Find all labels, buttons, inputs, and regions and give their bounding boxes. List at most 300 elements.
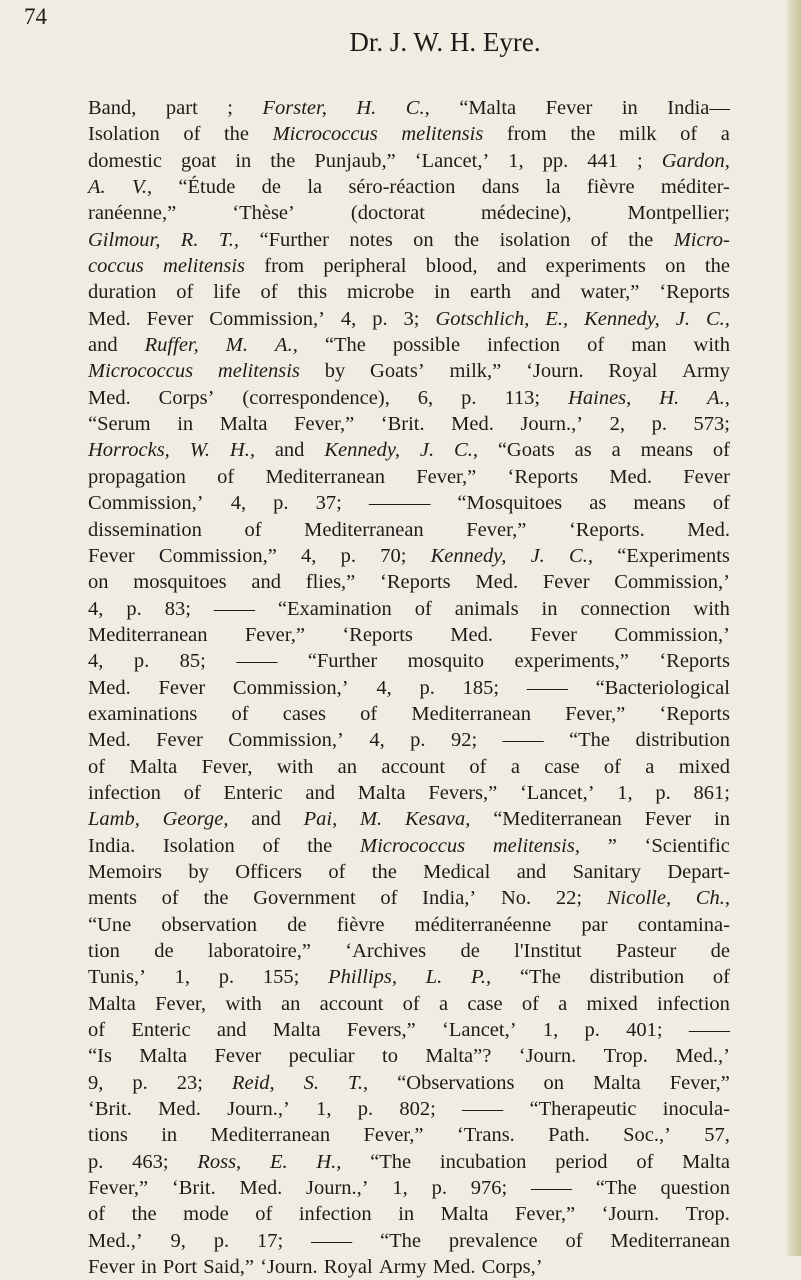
word: ‘Reports: [659, 650, 730, 673]
word: Commission,’: [232, 676, 349, 699]
word: fièvre: [336, 913, 385, 936]
word: 185;: [462, 676, 500, 699]
word: J.: [419, 439, 435, 462]
word: 37;: [315, 492, 342, 515]
word: Phillips,: [328, 966, 397, 989]
word: notes: [349, 228, 393, 251]
word: A.: [88, 176, 106, 199]
word: “Further: [307, 650, 378, 673]
word: fièvre: [586, 176, 635, 199]
word: man: [631, 334, 667, 357]
word: “Étude: [178, 176, 236, 199]
word: the: [704, 255, 730, 278]
word: Fever: [530, 623, 577, 646]
word: of: [183, 123, 201, 146]
word: of: [414, 597, 432, 620]
word: by: [324, 360, 346, 383]
word: contamina-: [637, 913, 730, 936]
word: “The: [595, 1177, 637, 1200]
word: means: [633, 492, 686, 515]
word: 4,: [340, 307, 357, 330]
word: Mediterranean: [411, 702, 531, 725]
word: with: [693, 334, 730, 357]
word: 85;: [179, 650, 206, 673]
word: ments: [88, 887, 137, 910]
word: Nicolle,: [606, 887, 672, 910]
word: in: [398, 1203, 415, 1226]
word: microbe: [347, 281, 415, 304]
word: p.: [584, 1019, 600, 1042]
word: ‘Journ.: [526, 360, 584, 383]
word: the: [131, 1203, 157, 1226]
word: part: [165, 97, 198, 119]
word: and: [216, 1019, 247, 1042]
word: A.,: [707, 386, 730, 409]
word: Med.: [88, 729, 131, 752]
word: C.,: [454, 439, 478, 462]
word: Haines,: [568, 386, 632, 409]
word: by: [188, 860, 209, 883]
word: ‘Reports: [659, 281, 730, 304]
word: Micrococcus: [360, 834, 466, 857]
word: de: [287, 913, 307, 936]
word: Isolation: [162, 834, 235, 857]
word: la: [545, 176, 561, 199]
word: on: [413, 228, 434, 251]
word: “The: [324, 334, 366, 357]
word: tion: [88, 940, 120, 962]
word: tions: [88, 1124, 128, 1147]
word: 6,: [417, 386, 434, 409]
word: of: [680, 123, 698, 146]
word: 4,: [88, 650, 104, 673]
text-line: [88, 95, 730, 121]
word: Isolation: [88, 123, 160, 146]
word: melitensis: [163, 255, 246, 278]
word: J.: [675, 307, 690, 330]
word: Officers: [235, 860, 303, 883]
word: of: [712, 492, 730, 515]
word: E.: [269, 1150, 288, 1173]
word: 3;: [403, 307, 420, 330]
word: as: [589, 492, 607, 515]
word: No.: [500, 887, 532, 910]
word: p.: [372, 307, 388, 330]
word: p.: [651, 413, 667, 436]
word: “The: [569, 729, 611, 752]
word: Fever: [542, 571, 590, 594]
word: W.: [189, 439, 211, 462]
word: médecine),: [480, 202, 572, 225]
text-line: [88, 174, 730, 200]
word: Commission,’: [228, 729, 344, 752]
word: flies,”: [305, 571, 356, 594]
word: T.,: [348, 1071, 369, 1094]
word: Forster,: [262, 97, 327, 119]
word: Sanitary: [572, 860, 641, 883]
word: milk,”: [449, 360, 502, 383]
word: ‘Thèse’: [232, 202, 295, 225]
word: par: [581, 913, 608, 936]
word: account: [319, 992, 384, 1015]
word: Fever,”: [515, 1203, 576, 1226]
text-line: [88, 1096, 730, 1122]
word: 441: [587, 149, 619, 172]
word: Royal: [323, 1256, 373, 1279]
word: of: [260, 281, 278, 304]
word: ‘Trans.: [456, 1124, 515, 1147]
word: 1,: [174, 966, 191, 989]
word: 861;: [693, 781, 730, 804]
word: dans: [481, 176, 520, 199]
word: 976;: [470, 1177, 508, 1200]
word: cases: [282, 702, 326, 725]
word: 4,: [301, 544, 317, 567]
word: Fever: [644, 808, 692, 831]
word: of: [262, 834, 280, 857]
word: Lamb,: [88, 808, 140, 831]
word: of: [712, 439, 730, 462]
word: ‘Archives: [345, 940, 427, 962]
word: “The: [370, 1150, 412, 1173]
word: melitensis: [217, 360, 300, 383]
word: of: [565, 1229, 583, 1252]
word: “Experiments: [617, 544, 730, 567]
word: distribution: [635, 729, 730, 752]
word: “Therapeutic: [529, 1098, 637, 1121]
word: 17;: [257, 1229, 284, 1252]
word: Army: [682, 360, 730, 383]
word: this: [297, 281, 328, 304]
word: of: [88, 755, 106, 778]
word: case: [544, 755, 580, 778]
word: in: [541, 597, 558, 620]
word: as: [574, 439, 592, 462]
word: 802;: [399, 1098, 436, 1121]
word: animals: [454, 597, 519, 620]
word: of: [88, 1019, 106, 1042]
word: infection: [657, 992, 730, 1015]
word: ‘Lancet,’: [442, 1019, 517, 1042]
word: ‘Reports: [507, 465, 579, 488]
word: 23;: [176, 1071, 203, 1094]
word: inocula-: [662, 1098, 730, 1121]
word: p.: [132, 1071, 148, 1094]
word: 4,: [230, 492, 247, 515]
word: séro-réaction: [348, 176, 456, 199]
word: ‘Reports: [342, 623, 413, 646]
word: 401;: [626, 1019, 663, 1042]
text-line: [88, 727, 730, 753]
word: p.: [410, 729, 426, 752]
word: S.: [303, 1071, 320, 1094]
word: mixed: [586, 992, 638, 1015]
word: case: [467, 992, 503, 1015]
word: of: [328, 860, 346, 883]
word: Med.: [451, 413, 494, 436]
word: H.: [659, 386, 680, 409]
word: Med.: [687, 518, 730, 541]
word: 1,: [508, 149, 524, 172]
word: Memoirs: [88, 860, 163, 883]
word: p.: [88, 1150, 104, 1173]
text-line: [88, 437, 730, 463]
word: distribution: [589, 966, 685, 989]
word: ‘Journ.: [260, 1256, 318, 1279]
word: in: [161, 1124, 178, 1147]
word: Trop.: [603, 1045, 648, 1068]
word: mode: [183, 1203, 229, 1226]
word: India—: [667, 97, 730, 119]
text-line: [88, 1149, 730, 1175]
word: “Serum: [88, 413, 151, 436]
word: Fever: [214, 1045, 262, 1068]
word: 1,: [316, 1098, 332, 1121]
word: and: [88, 334, 118, 357]
page-edge: [785, 0, 801, 1256]
word: Enteric: [223, 781, 283, 804]
word: Malta: [357, 781, 406, 804]
word: the: [270, 149, 296, 172]
word: a: [645, 755, 655, 778]
word: ——: [236, 650, 278, 673]
word: 463;: [132, 1150, 169, 1173]
word: blood,: [425, 255, 478, 278]
word: and: [305, 781, 336, 804]
text-line: [88, 754, 730, 780]
word: Medical: [423, 860, 491, 883]
word: milk: [618, 123, 657, 146]
word: Fever: [683, 465, 730, 488]
word: Mediterranean: [88, 623, 208, 646]
word: ——: [502, 729, 544, 752]
word: earth: [470, 281, 511, 304]
word: Med.,’: [88, 1229, 143, 1252]
word: experiments,”: [514, 650, 629, 673]
word: a: [558, 992, 568, 1015]
word: Malta: [272, 1019, 321, 1042]
word: Ch.,: [695, 887, 730, 910]
word: “Malta: [459, 97, 517, 119]
word: possible: [392, 334, 461, 357]
word: in: [177, 413, 194, 436]
word: Med.,’: [675, 1045, 730, 1068]
word: melitensis: [401, 123, 484, 146]
word: Med.: [475, 571, 519, 594]
word: M.: [359, 808, 383, 831]
text-line: [88, 1175, 730, 1201]
word: P.,: [471, 966, 492, 989]
word: the: [307, 834, 333, 857]
word: Trop.: [685, 1203, 730, 1226]
word: Government: [253, 887, 356, 910]
word: of: [590, 228, 608, 251]
word: Port: [162, 1256, 198, 1279]
word: and: [496, 255, 527, 278]
word: ‘Reports.: [568, 518, 645, 541]
word: means: [640, 439, 693, 462]
text-line: [88, 358, 730, 384]
word: 4,: [88, 597, 104, 620]
word: of: [217, 465, 235, 488]
word: Tunis,’: [88, 966, 146, 989]
bibliography-text: [88, 95, 730, 1280]
word: Enteric: [131, 1019, 191, 1042]
word: A.,: [275, 334, 298, 357]
word: of: [161, 887, 179, 910]
word: Mediterranean: [265, 465, 385, 488]
word: experiments: [545, 255, 646, 278]
word: 9,: [170, 1229, 186, 1252]
text-line: [88, 490, 730, 516]
text-line: [88, 227, 730, 253]
word: to: [382, 1045, 398, 1068]
text-line: [88, 1017, 730, 1043]
text-line: [88, 991, 730, 1017]
word: duration: [88, 281, 157, 304]
word: life: [213, 281, 241, 304]
word: the: [570, 123, 596, 146]
word: méditerranéenne: [414, 913, 552, 936]
word: of: [380, 887, 398, 910]
word: Med.: [609, 465, 653, 488]
word: Micrococcus: [272, 123, 378, 146]
word: ——: [213, 597, 255, 620]
word: coccus: [88, 255, 144, 278]
word: Fever: [88, 544, 135, 567]
word: of: [469, 755, 487, 778]
word: ‘Brit.: [380, 413, 425, 436]
word: Montpellier;: [627, 202, 730, 225]
word: Malta: [139, 1045, 188, 1068]
text-line: [88, 1043, 730, 1069]
word: of: [88, 1203, 106, 1226]
word: ———: [368, 492, 431, 515]
text-line: [88, 780, 730, 806]
text-line: [88, 253, 730, 279]
word: with: [225, 992, 262, 1015]
word: Malta”?: [425, 1045, 492, 1068]
word: 70;: [380, 544, 407, 567]
word: the: [203, 887, 229, 910]
text-line: [88, 517, 730, 543]
word: J.: [530, 544, 545, 567]
text-line: [88, 1254, 730, 1280]
word: Army: [378, 1256, 427, 1279]
word: ‘Reports: [380, 571, 451, 594]
text-line: [88, 912, 730, 938]
word: ranéenne,”: [88, 202, 177, 225]
text-line: [88, 622, 730, 648]
word: in: [434, 281, 451, 304]
word: of: [244, 518, 262, 541]
word: infection: [487, 334, 561, 357]
word: from: [506, 123, 547, 146]
word: Mediterranean: [210, 1124, 331, 1147]
word: Pasteur: [615, 940, 677, 962]
word: ‘Brit.: [88, 1098, 132, 1121]
word: Fever: [545, 97, 593, 119]
word: “The: [519, 966, 561, 989]
word: the: [223, 123, 250, 146]
word: on: [665, 255, 686, 278]
word: C.,: [405, 97, 430, 119]
word: question: [660, 1177, 730, 1200]
word: Ross,: [197, 1150, 242, 1173]
word: peculiar: [288, 1045, 355, 1068]
word: an: [281, 992, 301, 1015]
word: de: [460, 940, 480, 962]
word: with: [693, 597, 730, 620]
word: p.: [126, 597, 142, 620]
word: observation: [161, 913, 258, 936]
word: ‘Scientific: [644, 834, 730, 857]
word: goat: [181, 149, 217, 172]
word: ‘Reports: [659, 702, 730, 725]
word: on: [543, 1071, 564, 1094]
word: 1,: [617, 781, 633, 804]
word: “The: [379, 1229, 421, 1252]
word: méditer-: [660, 176, 730, 199]
text-line: [88, 806, 730, 832]
word: India.: [88, 834, 136, 857]
text-line: [88, 1070, 730, 1096]
word: Commission,”: [158, 544, 277, 567]
word: of: [587, 334, 605, 357]
word: 83;: [164, 597, 191, 620]
word: the: [371, 860, 397, 883]
word: Fever,”: [294, 413, 355, 436]
word: l'Institut: [514, 940, 582, 962]
word: an: [337, 755, 358, 778]
text-line: [88, 938, 730, 964]
word: Med.: [432, 1256, 476, 1279]
word: in: [714, 808, 730, 831]
word: of: [255, 1203, 273, 1226]
word: ——: [530, 1177, 572, 1200]
word: Fevers,”: [428, 781, 498, 804]
word: “Observations: [397, 1071, 515, 1094]
word: the: [454, 228, 480, 251]
word: Goats’: [370, 360, 425, 383]
word: Journ.,’: [227, 1098, 290, 1121]
word: Soc.,’: [623, 1124, 671, 1147]
text-line: [88, 200, 730, 226]
text-line: [88, 596, 730, 622]
word: in: [621, 97, 638, 119]
word: 22;: [555, 887, 583, 910]
word: 155;: [262, 966, 300, 989]
word: Med.: [88, 676, 131, 699]
word: 57,: [704, 1124, 730, 1147]
page-number: 74: [24, 4, 47, 29]
word: ”: [607, 834, 617, 857]
word: Fever: [158, 676, 206, 699]
text-line: [88, 1201, 730, 1227]
word: Fever,”: [88, 1177, 149, 1200]
text-line: [88, 121, 730, 147]
word: p.: [213, 1229, 230, 1252]
word: on: [88, 571, 109, 594]
word: Kennedy,: [584, 307, 660, 330]
text-line: [88, 332, 730, 358]
word: Fever,: [155, 992, 207, 1015]
text-line: [88, 885, 730, 911]
word: 113;: [504, 386, 541, 409]
word: ——: [462, 1098, 504, 1121]
word: and: [274, 439, 305, 462]
word: 92;: [450, 729, 478, 752]
